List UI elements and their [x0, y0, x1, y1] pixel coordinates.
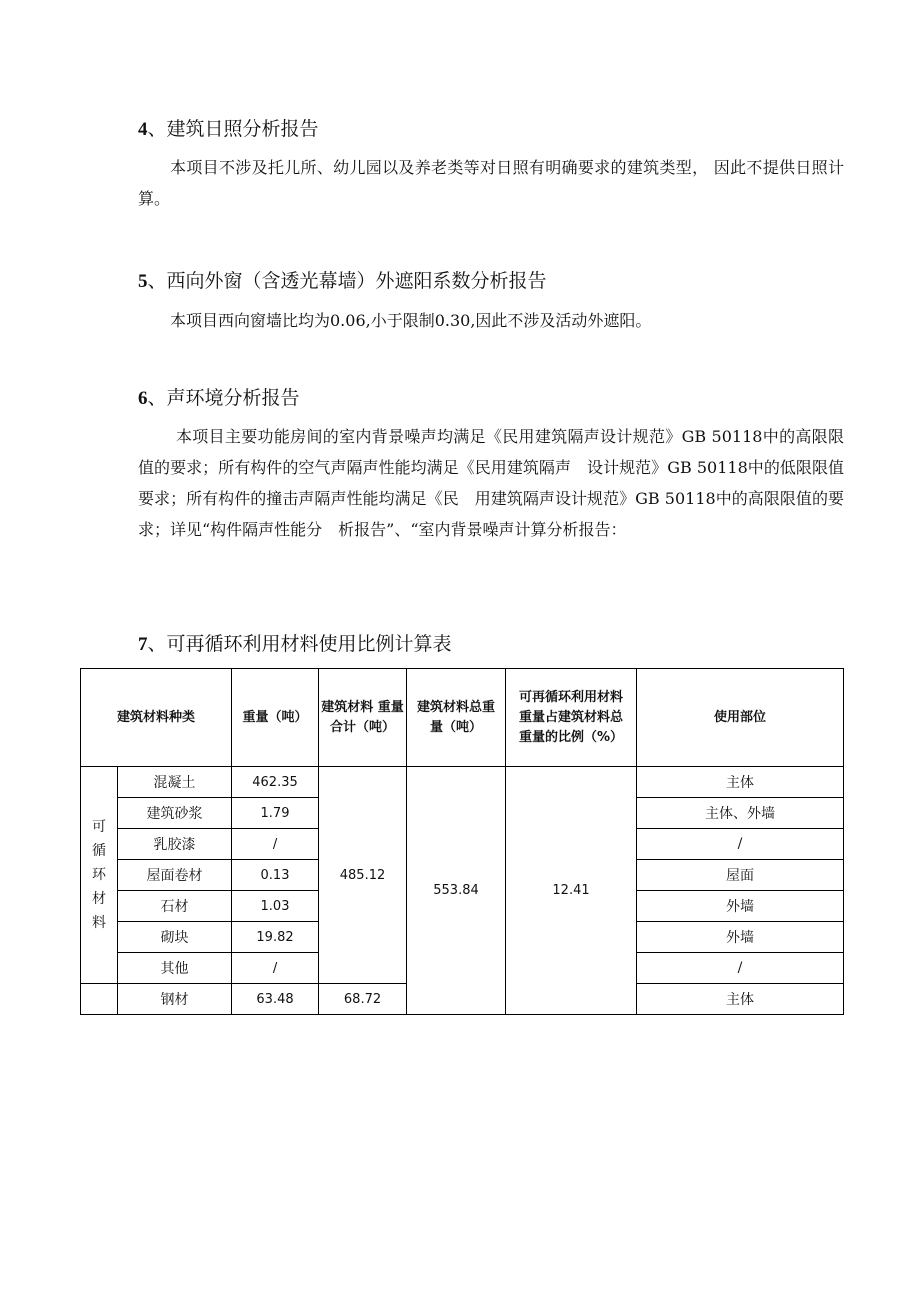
section-number: 4: [138, 119, 148, 140]
material-cell: 屋面卷材: [118, 860, 232, 891]
material-cell: 砌块: [118, 922, 232, 953]
section-4-paragraph: 本项目不涉及托儿所、幼儿园以及养老类等对日照有明确要求的建筑类型， 因此不提供日照计算。: [138, 158, 844, 208]
weight-cell: 462.35: [232, 767, 319, 798]
section-separator: 、: [147, 270, 167, 292]
section-number: 6: [138, 388, 148, 409]
section-title: 建筑日照分析报告: [166, 118, 319, 140]
header-weight: 重量（吨）: [232, 669, 319, 767]
location-cell: 外墙: [637, 922, 844, 953]
header-ratio: 可再循环利用材料重量占建筑材料总重量的比例（%）: [506, 669, 637, 767]
material-cell: 混凝土: [118, 767, 232, 798]
location-cell: 主体: [637, 984, 844, 1015]
section-separator: 、: [147, 118, 167, 140]
weight-cell: 63.48: [232, 984, 319, 1015]
section-title: 可再循环利用材料使用比例计算表: [166, 633, 452, 655]
section-number: 5: [138, 271, 148, 292]
weight-cell: /: [232, 953, 319, 984]
material-cell: 石材: [118, 891, 232, 922]
header-total-weight: 建筑材料总重量（吨）: [407, 669, 506, 767]
weight-cell: 0.13: [232, 860, 319, 891]
location-cell: /: [637, 953, 844, 984]
header-location: 使用部位: [637, 669, 844, 767]
section-title: 声环境分析报告: [166, 387, 300, 409]
group-label: 可循环材料: [92, 819, 106, 931]
section-4-heading: [138, 114, 319, 141]
table-header-row: [81, 669, 844, 767]
location-cell: 主体、外墙: [637, 798, 844, 829]
section-6-paragraph: 本项目主要功能房间的室内背景噪声均满足《民用建筑隔声设计规范》GB 50118中的高限限值的要求；所有构件的空气声隔声性能均满足《民用建筑隔声 设计规范》GB 50118中的低限限值要求；所有构件的撞击声隔声性能均满足《民 用建筑隔声设计规范》GB 50118中的高限限值的要求；详见“构件隔声性能分 析报告”、“室内背景噪声计算分析报告：: [138, 427, 844, 539]
weight-cell: 1.79: [232, 798, 319, 829]
recyclable-materials-table: [80, 668, 844, 1015]
location-cell: /: [637, 829, 844, 860]
material-cell: 钢材: [118, 984, 232, 1015]
section-title: 西向外窗（含透光幕墙）外遮阳系数分析报告: [166, 270, 547, 292]
section-separator: 、: [147, 387, 167, 409]
section-5-paragraph: 本项目西向窗墙比均为0.06,小于限制0.30,因此不涉及活动外遮阳。: [170, 311, 652, 330]
section-5-heading: [138, 266, 547, 293]
location-cell: 外墙: [637, 891, 844, 922]
location-cell: 屋面: [637, 860, 844, 891]
weight-cell: 1.03: [232, 891, 319, 922]
material-cell: 建筑砂浆: [118, 798, 232, 829]
ratio-cell: 12.41: [506, 767, 637, 1015]
group-label-cell: [81, 767, 118, 984]
empty-category-cell: [81, 984, 118, 1015]
section-6-heading: [138, 383, 300, 410]
location-cell: 主体: [637, 767, 844, 798]
weight-cell: /: [232, 829, 319, 860]
header-material-category: 建筑材料种类: [81, 669, 232, 767]
section-number: 7: [138, 634, 148, 655]
steel-subtotal-cell: 68.72: [319, 984, 407, 1015]
material-cell: 其他: [118, 953, 232, 984]
group-subtotal-cell: 485.12: [319, 767, 407, 984]
total-weight-cell: 553.84: [407, 767, 506, 1015]
section-7-heading: [138, 629, 452, 656]
header-subtotal: 建筑材料 重量合计（吨）: [319, 669, 407, 767]
material-cell: 乳胶漆: [118, 829, 232, 860]
table-row: [81, 767, 844, 798]
weight-cell: 19.82: [232, 922, 319, 953]
section-separator: 、: [147, 633, 167, 655]
